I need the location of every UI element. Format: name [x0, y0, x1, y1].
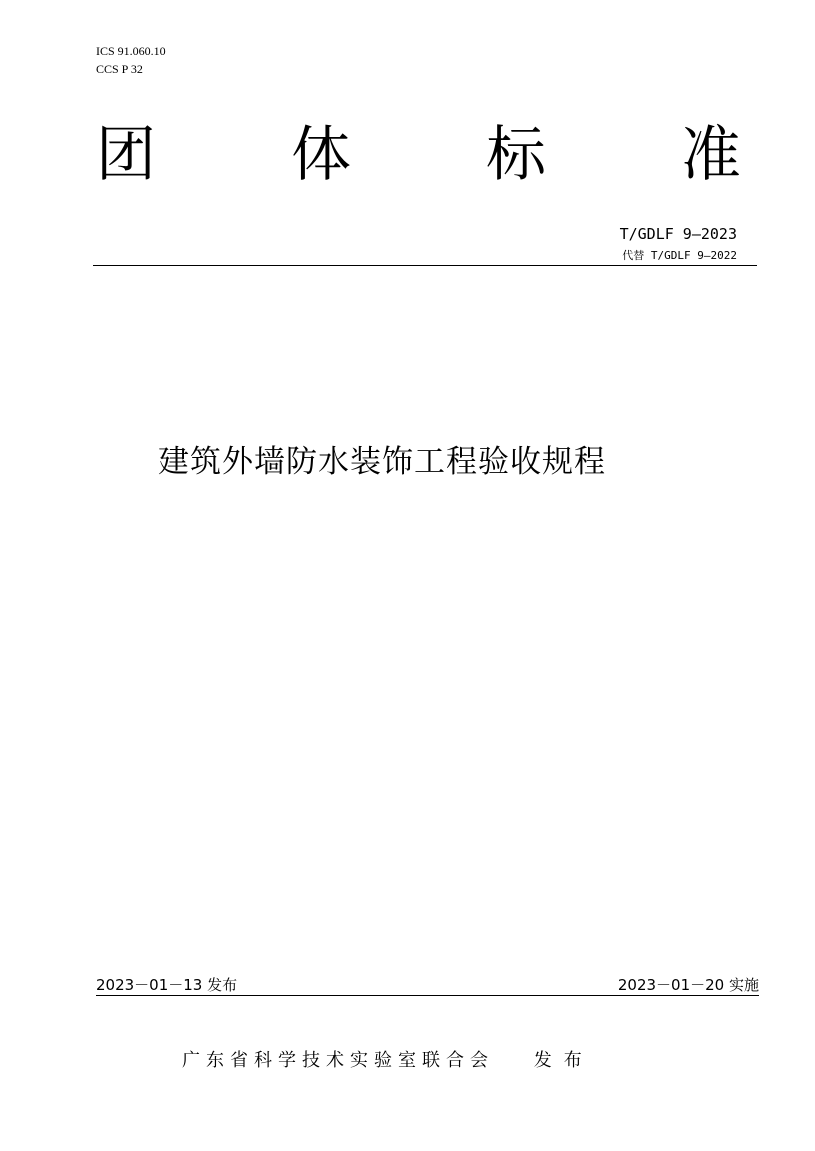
publisher-line: [182, 1048, 594, 1074]
standard-type-heading: [96, 120, 741, 190]
ics-code: ICS 91.060.10: [96, 44, 166, 58]
ccs-code: CCS P 32: [96, 62, 143, 76]
heading-char-2: 体: [291, 120, 351, 190]
effective-date: 2023－01－20 实施: [617, 976, 759, 994]
replaces-standard: 代替 T/GDLF 9—2022: [622, 249, 737, 262]
publisher-name: 广东省科学技术实验室联合会: [182, 1050, 494, 1071]
heading-char-3: 标: [486, 120, 546, 190]
standard-number: T/GDLF 9—2023: [619, 225, 737, 243]
classification-codes: [96, 42, 166, 78]
dates-row: [96, 974, 759, 996]
document-title: 建筑外墙防水装饰工程验收规程: [158, 444, 606, 480]
footer-divider: [96, 995, 759, 996]
heading-char-4: 准: [681, 120, 741, 190]
header-divider: [93, 265, 757, 266]
heading-char-1: 团: [96, 120, 156, 190]
issue-date: 2023－01－13 发布: [96, 976, 238, 994]
publish-label: 发布: [533, 1050, 594, 1071]
